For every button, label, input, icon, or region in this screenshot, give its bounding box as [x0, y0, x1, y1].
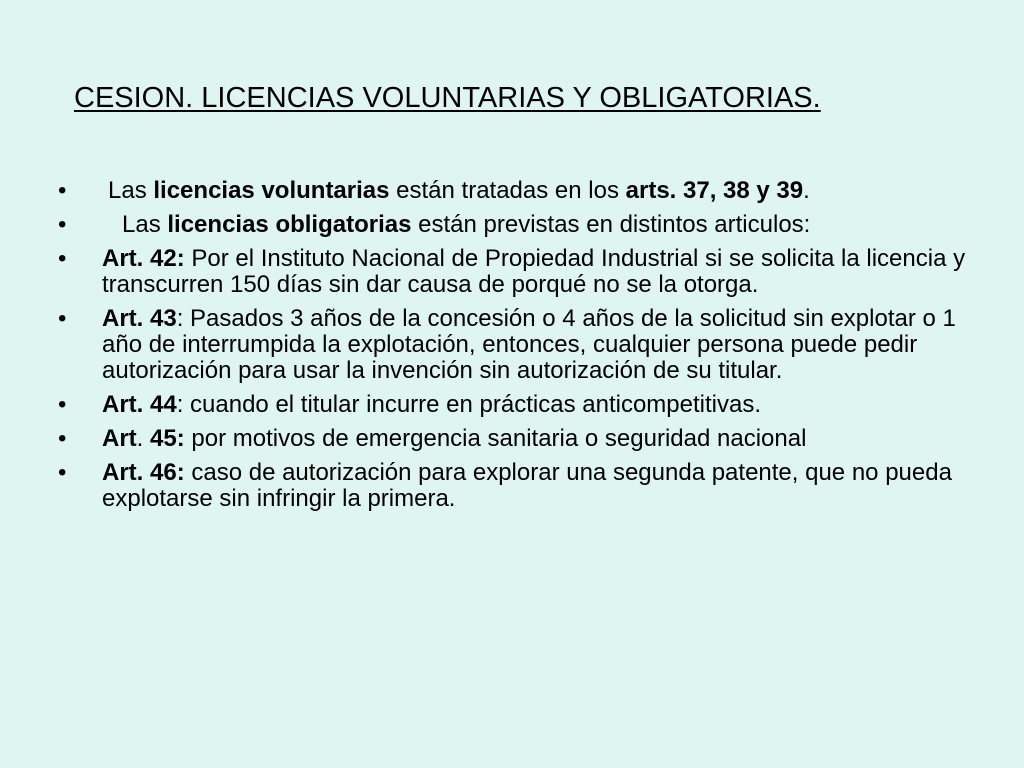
- list-item: • Las licencias voluntarias están tratadas en los arts. 37, 38 y 39.: [58, 177, 810, 204]
- list-item: • Art. 43: Pasados 3 años de la concesión o 4 años de la solicitud sin explotar o 1 año de interrumpida la explotación, entonces, cualquier persona puede pedir autorización para usar la invención sin autorización de su titular.: [58, 305, 956, 384]
- bullet-icon: •: [58, 305, 67, 332]
- list-item: • Art. 46: caso de autorización para explorar una segunda patente, que no pueda explotarse sin infringir la primera.: [58, 459, 952, 512]
- list-item: • Art. 45: por motivos de emergencia sanitaria o seguridad nacional: [58, 425, 807, 452]
- bullet-list: [58, 178, 978, 520]
- bullet-icon: •: [58, 391, 67, 418]
- slide-title: CESION. LICENCIAS VOLUNTARIAS Y OBLIGATORIAS.: [74, 82, 821, 114]
- bullet-icon: •: [58, 459, 67, 486]
- list-item: • Las licencias obligatorias están previstas en distintos articulos:: [58, 211, 811, 238]
- bullet-icon: •: [58, 245, 67, 272]
- list-item: • Art. 44: cuando el titular incurre en prácticas anticompetitivas.: [58, 391, 761, 418]
- bullet-icon: •: [58, 177, 67, 204]
- list-item: • Art. 42: Por el Instituto Nacional de Propiedad Industrial si se solicita la licencia y transcurren 150 días sin dar causa de porqué no se la otorga.: [58, 245, 966, 298]
- bullet-icon: •: [58, 425, 67, 452]
- bullet-icon: •: [58, 211, 67, 238]
